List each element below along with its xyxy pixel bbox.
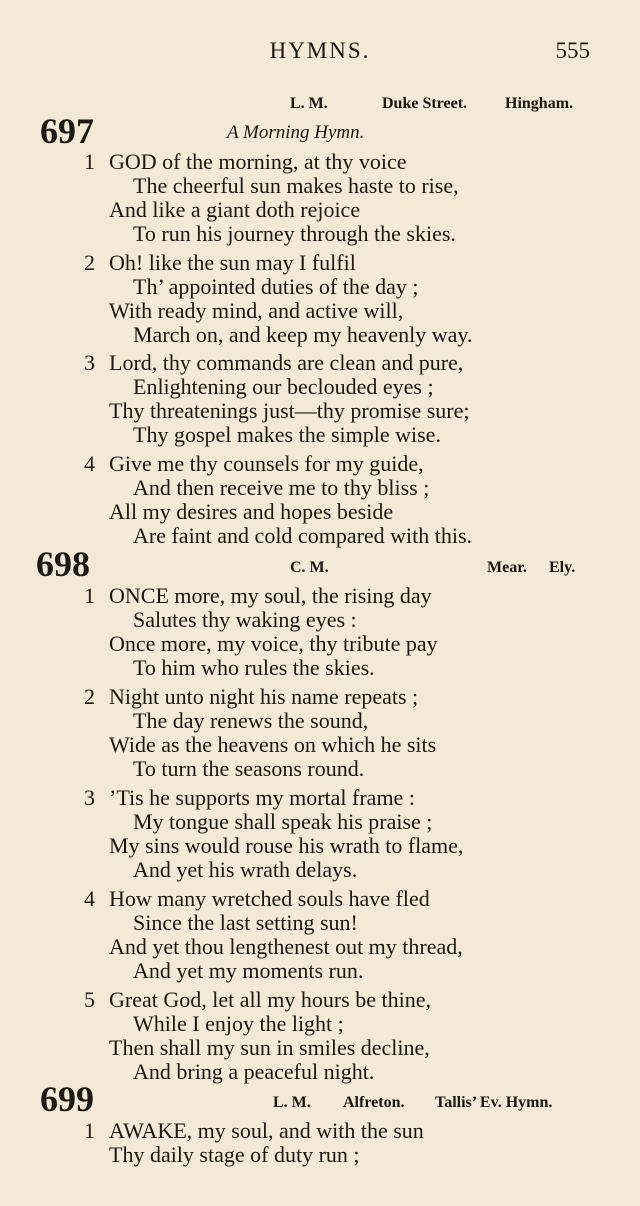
- verse-line: ONCE more, my soul, the rising day: [109, 583, 432, 608]
- verse-number: 4: [84, 886, 95, 911]
- hymn-698-tune-2: Ely.: [549, 559, 576, 576]
- verse-line: And yet thou lengthenest out my thread,: [109, 934, 463, 959]
- verse-line: Salutes thy waking eyes :: [133, 607, 357, 632]
- verse-line: AWAKE, my soul, and with the sun: [109, 1118, 424, 1143]
- hymn-697-title: A Morning Hymn.: [227, 122, 365, 143]
- hymn-number-698: 698: [36, 544, 90, 584]
- verse-line: The cheerful sun makes haste to rise,: [133, 173, 459, 198]
- verse-line: Thy threatenings just—thy promise sure;: [109, 398, 470, 423]
- verse-line: To run his journey through the skies.: [133, 221, 456, 246]
- verse-line: GOD of the morning, at thy voice: [109, 149, 407, 174]
- hymn-697-tune-2: Hingham.: [505, 95, 574, 112]
- verse-line: March on, and keep my heavenly way.: [133, 322, 473, 347]
- verse-line: Great God, let all my hours be thine,: [109, 987, 431, 1012]
- verse-line: All my desires and hopes beside: [109, 499, 394, 524]
- verse-line: Thy gospel makes the simple wise.: [133, 422, 441, 447]
- page-number: 555: [555, 38, 590, 63]
- hymn-697-tune-1: Duke Street.: [382, 95, 468, 112]
- hymn-698-tune-1: Mear.: [487, 559, 527, 576]
- verse-line: And bring a peaceful night.: [133, 1059, 375, 1084]
- verse-number: 1: [84, 149, 95, 174]
- hymn-698-meter: C. M.: [290, 559, 329, 576]
- verse-line: My tongue shall speak his praise ;: [133, 809, 433, 834]
- verse-line: Give me thy counsels for my guide,: [109, 451, 424, 476]
- verse-number: 3: [84, 785, 95, 810]
- verse-line: ’Tis he supports my mortal frame :: [109, 785, 415, 810]
- verse-line: Wide as the heavens on which he sits: [109, 732, 437, 757]
- verse-line: My sins would rouse his wrath to flame,: [109, 833, 464, 858]
- hymn-697-meter: L. M.: [290, 95, 328, 112]
- verse-number: 2: [84, 250, 95, 275]
- hymn-699-tune-1: Alfreton.: [343, 1094, 405, 1111]
- verse-line: Then shall my sun in smiles decline,: [109, 1035, 430, 1060]
- hymn-699-tune-2: Tallis’ Ev. Hymn.: [435, 1094, 553, 1111]
- verse-line: While I enjoy the light ;: [133, 1011, 344, 1036]
- verse-line: Th’ appointed duties of the day ;: [133, 274, 419, 299]
- hymn-number-699: 699: [40, 1079, 94, 1119]
- verse-line: Are faint and cold compared with this.: [133, 523, 473, 548]
- verse-number: 3: [84, 350, 95, 375]
- verse-line: Enlightening our beclouded eyes ;: [133, 374, 434, 399]
- hymn-699-meter: L. M.: [273, 1094, 311, 1111]
- verse-number: 4: [84, 451, 95, 476]
- verse-number: 2: [84, 684, 95, 709]
- verse-line: And yet my moments run.: [133, 958, 364, 983]
- verse-line: Lord, thy commands are clean and pure,: [109, 350, 464, 375]
- verse-line: And then receive me to thy bliss ;: [133, 475, 430, 500]
- running-header: HYMNS.: [269, 38, 371, 63]
- verse-line: Oh! like the sun may I fulfil: [109, 250, 356, 275]
- hymn-number-697: 697: [40, 111, 94, 151]
- verse-line: The day renews the sound,: [133, 708, 369, 733]
- verse-line: Once more, my voice, thy tribute pay: [109, 631, 438, 656]
- verse-line: Thy daily stage of duty run ;: [109, 1142, 360, 1167]
- verse-line: To turn the seasons round.: [133, 756, 365, 781]
- verse-line: Since the last setting sun!: [133, 910, 358, 935]
- verse-line: With ready mind, and active will,: [109, 298, 404, 323]
- verse-number: 1: [84, 583, 95, 608]
- verse-number: 5: [84, 987, 95, 1012]
- verse-line: And yet his wrath delays.: [133, 857, 358, 882]
- verse-number: 1: [84, 1118, 95, 1143]
- verse-line: How many wretched souls have fled: [109, 886, 430, 911]
- verse-line: To him who rules the skies.: [133, 655, 375, 680]
- verse-line: And like a giant doth rejoice: [109, 197, 361, 222]
- verse-line: Night unto night his name repeats ;: [109, 684, 419, 709]
